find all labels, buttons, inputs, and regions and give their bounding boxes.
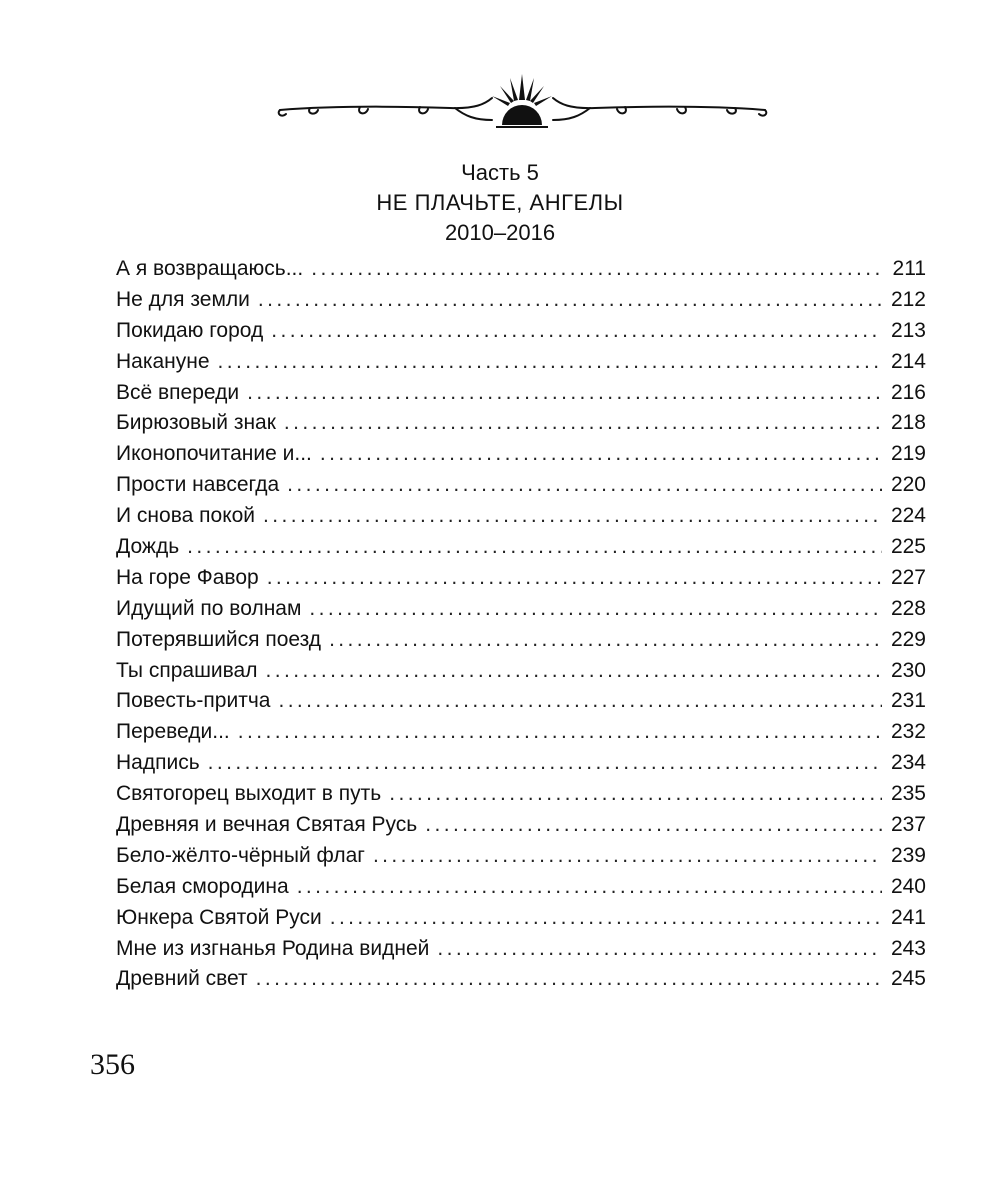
toc-leader-dots xyxy=(297,875,882,899)
toc-entry-page: 216 xyxy=(890,380,926,404)
toc-entry-page: 231 xyxy=(890,689,926,713)
toc-entry-page: 211 xyxy=(892,257,926,280)
toc-entry-title: Повесть-притча xyxy=(116,689,271,713)
toc-entry-page: 241 xyxy=(890,905,926,929)
toc-entry xyxy=(116,937,926,968)
toc-entry-title: Мне из изгнанья Родина видней xyxy=(116,936,430,960)
toc-entry xyxy=(116,967,926,998)
toc-entry xyxy=(116,535,926,566)
toc-entry-page: 214 xyxy=(890,349,926,373)
toc-leader-dots xyxy=(320,442,882,466)
toc-entry-title: И снова покой xyxy=(116,504,256,528)
toc-entry-title: На горе Фавор xyxy=(116,565,259,589)
toc-entry-page: 240 xyxy=(890,874,926,898)
toc-leader-dots xyxy=(258,288,882,312)
toc-entry-title: Древний свет xyxy=(116,967,248,991)
toc-entry-title: Святогорец выходит в путь xyxy=(116,782,382,806)
toc-entry-page: 218 xyxy=(890,411,926,435)
toc-entry xyxy=(116,689,926,720)
toc-entry-title: Древняя и вечная Святая Русь xyxy=(116,813,418,837)
toc-leader-dots xyxy=(187,535,882,559)
toc-entry xyxy=(116,813,926,844)
toc-leader-dots xyxy=(256,967,882,991)
toc-leader-dots xyxy=(218,350,882,374)
toc-entry-title: Прости навсегда xyxy=(116,473,280,497)
toc-leader-dots xyxy=(247,381,882,405)
toc-entry-title: Иконопочитание и... xyxy=(116,442,312,466)
toc-entry-title: А я возвращаюсь... xyxy=(116,257,304,280)
toc-entry xyxy=(116,720,926,751)
toc-entry xyxy=(116,381,926,412)
toc-leader-dots xyxy=(389,782,882,806)
toc-entry-title: Дождь xyxy=(116,535,180,559)
toc-entry-title: Покидаю город xyxy=(116,318,264,342)
toc-leader-dots xyxy=(266,659,883,683)
toc-entry-page: 219 xyxy=(890,442,926,466)
toc-entry xyxy=(116,319,926,350)
toc-entry-title: Идущий по волнам xyxy=(116,596,302,620)
toc-entry-page: 227 xyxy=(890,565,926,589)
toc-entry xyxy=(116,473,926,504)
toc-entry xyxy=(116,257,926,288)
toc-entry xyxy=(116,659,926,690)
part-label: Часть 5 xyxy=(461,160,539,185)
toc-entry xyxy=(116,350,926,381)
toc-entry xyxy=(116,844,926,875)
toc-entry-title: Бело-жёлто-чёрный флаг xyxy=(116,843,365,867)
toc-entry-title: Юнкера Святой Руси xyxy=(116,905,322,929)
toc-entry-page: 235 xyxy=(890,782,926,806)
toc-entry-title: Надпись xyxy=(116,751,200,775)
toc-entry xyxy=(116,288,926,319)
toc-entry xyxy=(116,442,926,473)
toc-entry-page: 224 xyxy=(890,504,926,528)
toc-entry-title: Накануне xyxy=(116,349,210,373)
toc-entry-title: Потерявшийся поезд xyxy=(116,627,322,651)
part-years: 2010–2016 xyxy=(444,220,556,245)
toc-leader-dots xyxy=(267,566,882,590)
toc-entry xyxy=(116,906,926,937)
toc-leader-dots xyxy=(311,257,882,281)
toc-entry-title: Всё впереди xyxy=(116,380,240,404)
toc-leader-dots xyxy=(329,628,882,652)
part-title: НЕ ПЛАЧЬТЕ, АНГЕЛЫ xyxy=(376,190,624,215)
toc-leader-dots xyxy=(437,937,882,961)
toc-entry xyxy=(116,411,926,442)
toc-entry-page: 225 xyxy=(890,535,926,559)
toc-entry-page: 239 xyxy=(890,843,926,867)
toc-leader-dots xyxy=(278,689,882,713)
toc-entry-title: Бирюзовый знак xyxy=(116,411,276,435)
toc-entry-page: 213 xyxy=(890,318,926,342)
toc-entry xyxy=(116,875,926,906)
toc-leader-dots xyxy=(208,751,882,775)
toc-entry-title: Переведи... xyxy=(116,720,230,744)
toc-entry-title: Не для земли xyxy=(116,287,250,311)
toc-leader-dots xyxy=(263,504,882,528)
toc-entry-page: 228 xyxy=(890,596,926,620)
toc-entry-page: 212 xyxy=(890,287,926,311)
toc-leader-dots xyxy=(287,473,882,497)
toc-entry-page: 229 xyxy=(890,627,926,651)
toc-entry xyxy=(116,566,926,597)
toc-entry-page: 237 xyxy=(890,813,926,837)
toc-leader-dots xyxy=(271,319,882,343)
toc-leader-dots xyxy=(238,720,882,744)
toc-entry xyxy=(116,782,926,813)
page-number: 356 xyxy=(90,1048,135,1081)
toc-leader-dots xyxy=(373,844,882,868)
toc-entry-title: Ты спрашивал xyxy=(116,658,258,682)
toc-leader-dots xyxy=(330,906,882,930)
toc-entry-page: 230 xyxy=(890,658,926,682)
toc-entry-page: 234 xyxy=(890,751,926,775)
toc-entry xyxy=(116,751,926,782)
toc-entry-title: Белая смородина xyxy=(116,874,289,898)
toc-entry-page: 245 xyxy=(890,967,926,991)
toc-leader-dots xyxy=(284,411,882,435)
toc-entry xyxy=(116,597,926,628)
toc-leader-dots xyxy=(425,813,882,837)
decorative-vignette-icon xyxy=(270,70,775,135)
toc-entry-page: 243 xyxy=(890,936,926,960)
toc-entry-page: 220 xyxy=(890,473,926,497)
toc-entry xyxy=(116,504,926,535)
toc-entry-page: 232 xyxy=(890,720,926,744)
toc-entry xyxy=(116,628,926,659)
table-of-contents xyxy=(116,257,926,998)
toc-leader-dots xyxy=(309,597,882,621)
